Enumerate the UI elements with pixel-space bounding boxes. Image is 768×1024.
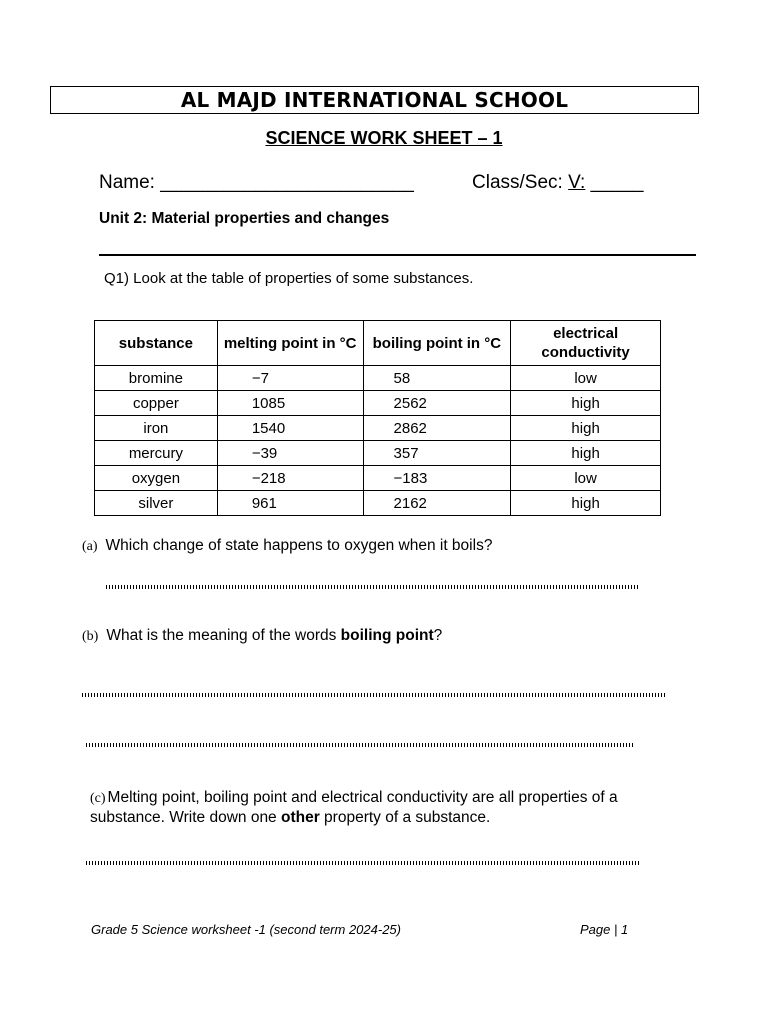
cell-conductivity: high xyxy=(511,416,661,441)
table-row xyxy=(95,416,661,441)
unit-heading: Unit 2: Material properties and changes xyxy=(99,210,390,227)
answer-line-a[interactable] xyxy=(106,585,639,589)
school-name: AL MAJD INTERNATIONAL SCHOOL xyxy=(180,88,569,112)
name-blank[interactable]: ________________________ xyxy=(160,172,414,193)
cell-conductivity: low xyxy=(511,466,661,491)
table-row xyxy=(95,366,661,391)
cell-conductivity: high xyxy=(511,391,661,416)
question-a-label: (a) xyxy=(82,539,98,554)
cell-conductivity: high xyxy=(511,441,661,466)
cell-substance: copper xyxy=(95,391,218,416)
table-header-melting-point: melting point in °C xyxy=(217,321,363,366)
question-c-bold-word: other xyxy=(281,809,320,826)
answer-line-b2[interactable] xyxy=(86,743,633,747)
cell-boiling-point: 58 xyxy=(363,366,511,391)
table-row xyxy=(95,391,661,416)
school-name-box xyxy=(50,86,699,114)
properties-table xyxy=(94,320,661,516)
answer-line-b1[interactable] xyxy=(82,693,665,697)
cell-boiling-point: 2562 xyxy=(363,391,511,416)
name-line xyxy=(99,172,414,194)
table-header-conductivity: electrical conductivity xyxy=(511,321,661,366)
cell-boiling-point: 2862 xyxy=(363,416,511,441)
cell-substance: oxygen xyxy=(95,466,218,491)
answer-line-c[interactable] xyxy=(86,861,640,865)
cell-melting-point: −218 xyxy=(217,466,363,491)
question-c-text-end: property of a substance. xyxy=(319,809,491,826)
cell-melting-point: −7 xyxy=(217,366,363,391)
q1-prompt: Q1) Look at the table of properties of some substances. xyxy=(104,270,474,287)
table-row xyxy=(95,441,661,466)
question-b-bold-term: boiling point xyxy=(340,627,434,644)
horizontal-rule xyxy=(99,254,696,256)
question-b-text: What is the meaning of the words xyxy=(106,627,341,644)
cell-substance: silver xyxy=(95,491,218,516)
cell-substance: mercury xyxy=(95,441,218,466)
cell-melting-point: −39 xyxy=(217,441,363,466)
cell-melting-point: 1540 xyxy=(217,416,363,441)
question-a xyxy=(82,537,492,555)
cell-conductivity: low xyxy=(511,366,661,391)
cell-boiling-point: 2162 xyxy=(363,491,511,516)
table-header-boiling-point: boiling point in °C xyxy=(363,321,511,366)
question-b xyxy=(82,627,442,645)
cell-conductivity: high xyxy=(511,491,661,516)
cell-boiling-point: 357 xyxy=(363,441,511,466)
cell-substance: iron xyxy=(95,416,218,441)
question-b-label: (b) xyxy=(82,629,99,644)
question-c xyxy=(90,788,670,827)
question-a-text: Which change of state happens to oxygen when it boils? xyxy=(105,537,493,554)
class-blank[interactable]: _____ xyxy=(590,172,644,193)
class-value: V: xyxy=(568,172,586,193)
table-header-substance: substance xyxy=(95,321,218,366)
table-row xyxy=(95,491,661,516)
cell-melting-point: 1085 xyxy=(217,391,363,416)
worksheet-title-text: SCIENCE WORK SHEET – 1 xyxy=(265,128,503,148)
question-c-label: (c) xyxy=(90,791,106,806)
cell-melting-point: 961 xyxy=(217,491,363,516)
class-section-line xyxy=(472,172,643,194)
question-c-text: Melting point, boiling point and electrical conductivity are all properties of a substance. Write down one xyxy=(90,789,618,826)
cell-substance: bromine xyxy=(95,366,218,391)
worksheet-title xyxy=(0,128,768,149)
cell-boiling-point: −183 xyxy=(363,466,511,491)
class-label: Class/Sec: xyxy=(472,172,563,193)
table-row xyxy=(95,466,661,491)
footer-left: Grade 5 Science worksheet -1 (second term 2024-25) xyxy=(91,922,401,937)
table-header-row xyxy=(95,321,661,366)
question-b-text-end: ? xyxy=(433,627,443,644)
name-label: Name: xyxy=(99,172,155,193)
footer-page-number: Page | 1 xyxy=(580,922,629,937)
